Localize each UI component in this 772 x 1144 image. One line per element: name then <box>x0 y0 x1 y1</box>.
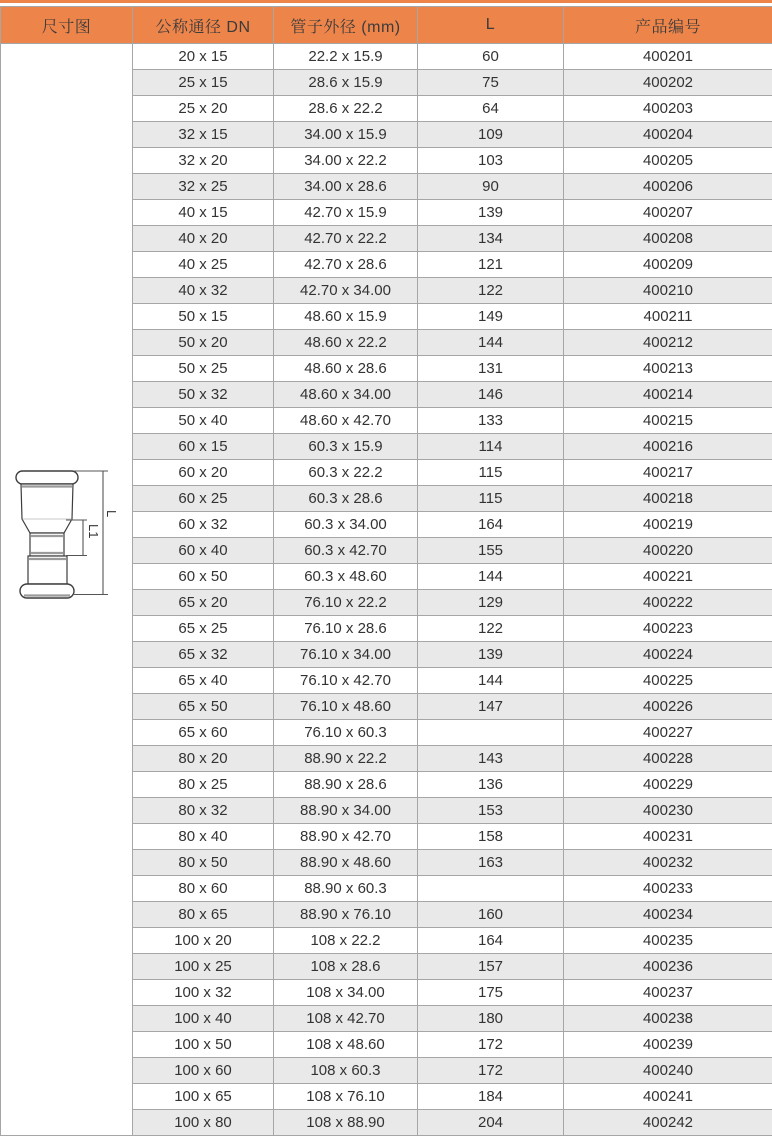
cell-product-code: 400224 <box>564 642 772 668</box>
cell-pipe-od: 108 x 76.10 <box>274 1084 418 1110</box>
dimension-label-l: L <box>104 510 119 518</box>
cell-length-l: 131 <box>418 356 564 382</box>
cell-product-code: 400239 <box>564 1032 772 1058</box>
cell-nominal-diameter: 100 x 65 <box>133 1084 274 1110</box>
cell-product-code: 400208 <box>564 226 772 252</box>
cell-length-l: 157 <box>418 954 564 980</box>
cell-length-l: 134 <box>418 226 564 252</box>
cell-nominal-diameter: 65 x 32 <box>133 642 274 668</box>
reducer-coupling-drawing <box>4 456 128 610</box>
cell-length-l: 180 <box>418 1006 564 1032</box>
cell-pipe-od: 60.3 x 34.00 <box>274 512 418 538</box>
cell-length-l: 147 <box>418 694 564 720</box>
cell-length-l: 204 <box>418 1110 564 1136</box>
cell-nominal-diameter: 50 x 32 <box>133 382 274 408</box>
cell-length-l: 109 <box>418 122 564 148</box>
cell-nominal-diameter: 80 x 40 <box>133 824 274 850</box>
dimension-line-l1 <box>66 520 87 556</box>
cell-length-l: 149 <box>418 304 564 330</box>
cell-pipe-od: 108 x 88.90 <box>274 1110 418 1136</box>
dimension-diagram-cell <box>1 44 133 1136</box>
cell-pipe-od: 60.3 x 28.6 <box>274 486 418 512</box>
cell-nominal-diameter: 80 x 50 <box>133 850 274 876</box>
cell-product-code: 400225 <box>564 668 772 694</box>
cell-pipe-od: 88.90 x 28.6 <box>274 772 418 798</box>
cell-pipe-od: 108 x 48.60 <box>274 1032 418 1058</box>
cell-length-l: 121 <box>418 252 564 278</box>
cell-nominal-diameter: 40 x 15 <box>133 200 274 226</box>
fitting-large-body <box>21 484 73 533</box>
cell-product-code: 400242 <box>564 1110 772 1136</box>
cell-length-l: 115 <box>418 460 564 486</box>
cell-pipe-od: 42.70 x 22.2 <box>274 226 418 252</box>
cell-nominal-diameter: 40 x 25 <box>133 252 274 278</box>
fitting-top-bead <box>16 471 78 484</box>
cell-pipe-od: 108 x 60.3 <box>274 1058 418 1084</box>
cell-length-l: 136 <box>418 772 564 798</box>
cell-nominal-diameter: 100 x 20 <box>133 928 274 954</box>
cell-pipe-od: 76.10 x 42.70 <box>274 668 418 694</box>
cell-pipe-od: 22.2 x 15.9 <box>274 44 418 70</box>
cell-length-l: 172 <box>418 1032 564 1058</box>
cell-pipe-od: 88.90 x 22.2 <box>274 746 418 772</box>
cell-nominal-diameter: 32 x 15 <box>133 122 274 148</box>
cell-nominal-diameter: 60 x 15 <box>133 434 274 460</box>
cell-nominal-diameter: 65 x 25 <box>133 616 274 642</box>
cell-nominal-diameter: 50 x 15 <box>133 304 274 330</box>
cell-pipe-od: 28.6 x 15.9 <box>274 70 418 96</box>
cell-product-code: 400214 <box>564 382 772 408</box>
cell-pipe-od: 76.10 x 28.6 <box>274 616 418 642</box>
cell-pipe-od: 60.3 x 15.9 <box>274 434 418 460</box>
fitting-lower-body <box>28 556 67 584</box>
cell-product-code: 400241 <box>564 1084 772 1110</box>
cell-pipe-od: 108 x 22.2 <box>274 928 418 954</box>
cell-length-l: 114 <box>418 434 564 460</box>
header-dimension-diagram: 尺寸图 <box>1 7 133 44</box>
cell-nominal-diameter: 60 x 25 <box>133 486 274 512</box>
cell-nominal-diameter: 100 x 25 <box>133 954 274 980</box>
cell-nominal-diameter: 100 x 80 <box>133 1110 274 1136</box>
cell-length-l <box>418 876 564 902</box>
cell-pipe-od: 88.90 x 60.3 <box>274 876 418 902</box>
cell-pipe-od: 34.00 x 15.9 <box>274 122 418 148</box>
cell-pipe-od: 42.70 x 15.9 <box>274 200 418 226</box>
spec-table <box>0 6 772 1136</box>
cell-length-l: 172 <box>418 1058 564 1084</box>
cell-pipe-od: 88.90 x 34.00 <box>274 798 418 824</box>
cell-length-l: 163 <box>418 850 564 876</box>
cell-nominal-diameter: 100 x 32 <box>133 980 274 1006</box>
cell-pipe-od: 60.3 x 22.2 <box>274 460 418 486</box>
cell-length-l: 184 <box>418 1084 564 1110</box>
cell-product-code: 400223 <box>564 616 772 642</box>
cell-product-code: 400226 <box>564 694 772 720</box>
cell-length-l: 144 <box>418 564 564 590</box>
cell-nominal-diameter: 65 x 40 <box>133 668 274 694</box>
cell-product-code: 400202 <box>564 70 772 96</box>
cell-product-code: 400228 <box>564 746 772 772</box>
cell-length-l: 153 <box>418 798 564 824</box>
cell-nominal-diameter: 100 x 40 <box>133 1006 274 1032</box>
cell-length-l: 139 <box>418 642 564 668</box>
cell-nominal-diameter: 80 x 60 <box>133 876 274 902</box>
cell-product-code: 400233 <box>564 876 772 902</box>
cell-pipe-od: 48.60 x 34.00 <box>274 382 418 408</box>
cell-product-code: 400206 <box>564 174 772 200</box>
cell-length-l: 160 <box>418 902 564 928</box>
cell-product-code: 400210 <box>564 278 772 304</box>
cell-product-code: 400216 <box>564 434 772 460</box>
cell-pipe-od: 108 x 42.70 <box>274 1006 418 1032</box>
cell-product-code: 400217 <box>564 460 772 486</box>
cell-product-code: 400220 <box>564 538 772 564</box>
cell-nominal-diameter: 60 x 50 <box>133 564 274 590</box>
table-header <box>1 7 772 44</box>
header-row <box>1 7 772 44</box>
cell-product-code: 400237 <box>564 980 772 1006</box>
cell-length-l: 144 <box>418 668 564 694</box>
header-product-code: 产品编号 <box>564 7 772 44</box>
cell-nominal-diameter: 100 x 50 <box>133 1032 274 1058</box>
cell-nominal-diameter: 60 x 32 <box>133 512 274 538</box>
header-nominal-diameter: 公称通径 DN <box>133 7 274 44</box>
cell-product-code: 400230 <box>564 798 772 824</box>
cell-length-l: 64 <box>418 96 564 122</box>
cell-pipe-od: 88.90 x 76.10 <box>274 902 418 928</box>
cell-nominal-diameter: 20 x 15 <box>133 44 274 70</box>
cell-product-code: 400203 <box>564 96 772 122</box>
cell-product-code: 400213 <box>564 356 772 382</box>
cell-nominal-diameter: 60 x 40 <box>133 538 274 564</box>
cell-nominal-diameter: 40 x 20 <box>133 226 274 252</box>
cell-product-code: 400234 <box>564 902 772 928</box>
cell-product-code: 400222 <box>564 590 772 616</box>
cell-nominal-diameter: 100 x 60 <box>133 1058 274 1084</box>
cell-length-l: 164 <box>418 512 564 538</box>
cell-product-code: 400204 <box>564 122 772 148</box>
cell-product-code: 400211 <box>564 304 772 330</box>
cell-length-l: 175 <box>418 980 564 1006</box>
cell-nominal-diameter: 65 x 20 <box>133 590 274 616</box>
cell-pipe-od: 60.3 x 48.60 <box>274 564 418 590</box>
cell-length-l: 139 <box>418 200 564 226</box>
cell-pipe-od: 88.90 x 48.60 <box>274 850 418 876</box>
cell-nominal-diameter: 80 x 25 <box>133 772 274 798</box>
cell-product-code: 400205 <box>564 148 772 174</box>
cell-length-l: 90 <box>418 174 564 200</box>
cell-product-code: 400227 <box>564 720 772 746</box>
cell-nominal-diameter: 50 x 20 <box>133 330 274 356</box>
header-pipe-od: 管子外径 (mm) <box>274 7 418 44</box>
cell-product-code: 400229 <box>564 772 772 798</box>
cell-pipe-od: 34.00 x 22.2 <box>274 148 418 174</box>
cell-pipe-od: 60.3 x 42.70 <box>274 538 418 564</box>
cell-length-l: 164 <box>418 928 564 954</box>
cell-product-code: 400235 <box>564 928 772 954</box>
cell-length-l: 60 <box>418 44 564 70</box>
cell-pipe-od: 48.60 x 22.2 <box>274 330 418 356</box>
cell-product-code: 400232 <box>564 850 772 876</box>
cell-nominal-diameter: 50 x 25 <box>133 356 274 382</box>
cell-pipe-od: 34.00 x 28.6 <box>274 174 418 200</box>
cell-pipe-od: 48.60 x 42.70 <box>274 408 418 434</box>
cell-product-code: 400240 <box>564 1058 772 1084</box>
cell-nominal-diameter: 65 x 60 <box>133 720 274 746</box>
cell-length-l: 155 <box>418 538 564 564</box>
cell-pipe-od: 108 x 28.6 <box>274 954 418 980</box>
cell-length-l <box>418 720 564 746</box>
cell-nominal-diameter: 80 x 32 <box>133 798 274 824</box>
cell-length-l: 158 <box>418 824 564 850</box>
cell-nominal-diameter: 80 x 65 <box>133 902 274 928</box>
cell-nominal-diameter: 60 x 20 <box>133 460 274 486</box>
cell-nominal-diameter: 32 x 25 <box>133 174 274 200</box>
cell-product-code: 400218 <box>564 486 772 512</box>
table-body <box>1 44 772 1136</box>
cell-pipe-od: 76.10 x 60.3 <box>274 720 418 746</box>
cell-nominal-diameter: 25 x 20 <box>133 96 274 122</box>
cell-length-l: 143 <box>418 746 564 772</box>
cell-product-code: 400207 <box>564 200 772 226</box>
cell-product-code: 400238 <box>564 1006 772 1032</box>
cell-product-code: 400215 <box>564 408 772 434</box>
cell-product-code: 400221 <box>564 564 772 590</box>
cell-product-code: 400219 <box>564 512 772 538</box>
reducer-coupling-diagram <box>4 456 128 610</box>
cell-pipe-od: 48.60 x 15.9 <box>274 304 418 330</box>
cell-nominal-diameter: 50 x 40 <box>133 408 274 434</box>
cell-length-l: 129 <box>418 590 564 616</box>
cell-product-code: 400212 <box>564 330 772 356</box>
cell-pipe-od: 76.10 x 22.2 <box>274 590 418 616</box>
cell-nominal-diameter: 65 x 50 <box>133 694 274 720</box>
cell-length-l: 133 <box>418 408 564 434</box>
cell-nominal-diameter: 80 x 20 <box>133 746 274 772</box>
cell-length-l: 122 <box>418 616 564 642</box>
cell-length-l: 122 <box>418 278 564 304</box>
cell-pipe-od: 42.70 x 28.6 <box>274 252 418 278</box>
cell-length-l: 146 <box>418 382 564 408</box>
cell-length-l: 103 <box>418 148 564 174</box>
cell-pipe-od: 42.70 x 34.00 <box>274 278 418 304</box>
cell-pipe-od: 48.60 x 28.6 <box>274 356 418 382</box>
cell-nominal-diameter: 25 x 15 <box>133 70 274 96</box>
header-length-l: L <box>418 7 564 44</box>
cell-product-code: 400231 <box>564 824 772 850</box>
cell-product-code: 400236 <box>564 954 772 980</box>
table-row <box>1 44 772 70</box>
cell-length-l: 144 <box>418 330 564 356</box>
cell-length-l: 75 <box>418 70 564 96</box>
cell-nominal-diameter: 40 x 32 <box>133 278 274 304</box>
cell-length-l: 115 <box>418 486 564 512</box>
dimension-label-l1: L1 <box>86 524 101 539</box>
cell-pipe-od: 76.10 x 48.60 <box>274 694 418 720</box>
cell-nominal-diameter: 32 x 20 <box>133 148 274 174</box>
cell-pipe-od: 76.10 x 34.00 <box>274 642 418 668</box>
cell-product-code: 400209 <box>564 252 772 278</box>
cell-pipe-od: 108 x 34.00 <box>274 980 418 1006</box>
cell-product-code: 400201 <box>564 44 772 70</box>
cell-pipe-od: 88.90 x 42.70 <box>274 824 418 850</box>
cell-pipe-od: 28.6 x 22.2 <box>274 96 418 122</box>
